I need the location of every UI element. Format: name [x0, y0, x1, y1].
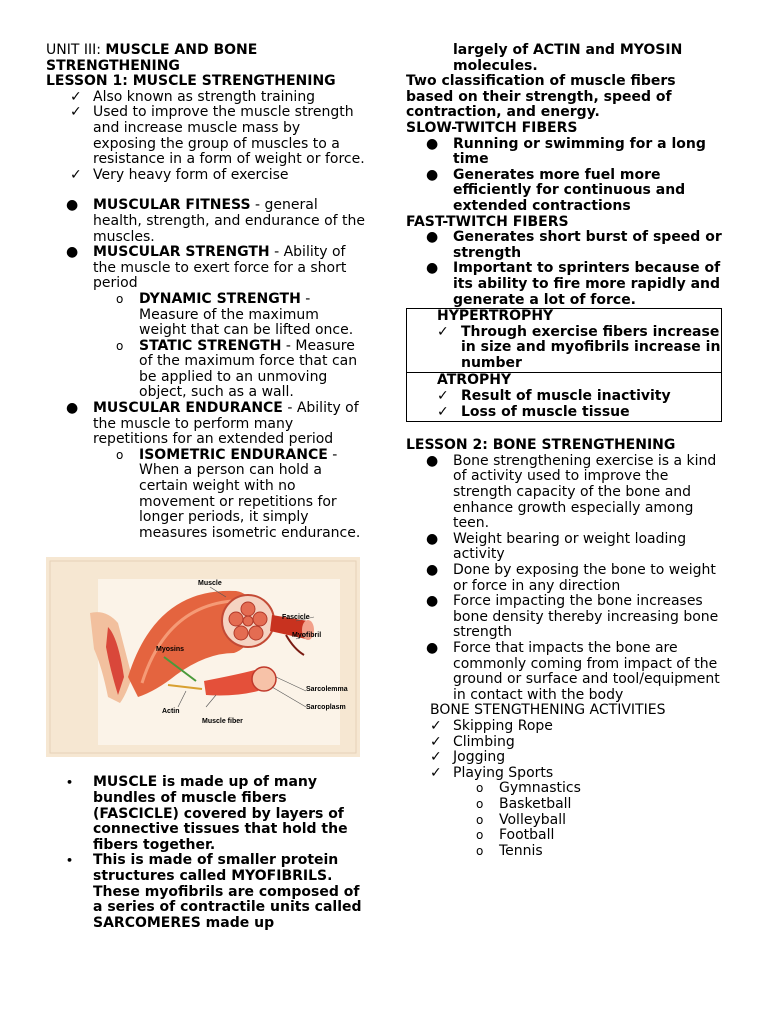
lesson1-heading: LESSON 1: MUSCLE STRENGTHENING — [46, 73, 336, 90]
check-item: ✓ Very heavy form of exercise — [70, 166, 289, 183]
check-icon: ✓ — [430, 749, 442, 766]
circle-bullet-icon: o — [116, 447, 124, 462]
static-strength-item: o STATIC STRENGTH - Measure of the maximum force that can be applied to an unmoving object, such as a wall. — [116, 337, 358, 401]
fast-twitch-heading: FAST-TWITCH FIBERS — [406, 213, 569, 230]
classification-text: Two classification of muscle fibers based on their strength, speed of contraction, and energy. — [406, 73, 676, 121]
check-icon: ✓ — [70, 88, 82, 105]
circle-bullet-icon: o — [476, 796, 484, 811]
muscular-endurance-item: ● MUSCULAR ENDURANCE - Ability of the muscle to perform many repetitions for an extended period — [66, 400, 359, 448]
list-item: ✓ Jogging — [430, 749, 506, 766]
activities-heading: BONE STENGTHENING ACTIVITIES — [430, 702, 666, 719]
bullet-icon: ● — [426, 562, 439, 578]
unit-title: MUSCLE AND BONE STRENGTHENING — [46, 42, 258, 74]
bullet-icon: ● — [426, 639, 439, 656]
list-item: ● Force impacting the bone increases bone density thereby increasing bone strength — [426, 593, 719, 641]
list-item: ● Important to sprinters because of its ability to fire more rapidly and generate a lot of force. — [426, 260, 721, 308]
check-item: ✓ Used to improve the muscle strength and increase muscle mass by exposing the group of muscles to a resistance in a form of weight or force. — [70, 104, 365, 168]
sarcolemma-label: Sarcolemma — [306, 686, 348, 694]
check-item: ✓ Also known as strength training — [70, 88, 316, 105]
check-icon: ✓ — [70, 166, 82, 183]
muscular-fitness-item: ● MUSCULAR FITNESS - general health, strength, and endurance of the muscles. — [66, 197, 366, 245]
hypertrophy-cell: HYPERTROPHY ✓ Through exercise fibers increase in size and myofibrils increase in number — [407, 309, 721, 372]
bullet-icon: ● — [426, 452, 439, 469]
unit-heading — [46, 43, 366, 74]
bullet-icon: ● — [66, 197, 79, 214]
muscle-label: Muscle — [198, 580, 222, 588]
list-item: ● Generates more fuel more efficiently for continuous and extended contractions — [426, 166, 686, 214]
atrophy-heading: ATROPHY — [437, 372, 512, 389]
check-icon: ✓ — [437, 388, 449, 405]
check-icon: ✓ — [437, 323, 449, 340]
muscle-anatomy-figure — [46, 557, 360, 757]
circle-bullet-icon: o — [476, 828, 484, 843]
myosins-label: Myosins — [156, 646, 185, 654]
list-item: ● Done by exposing the bone to weight or force in any direction — [426, 562, 716, 594]
check-icon: ✓ — [430, 764, 442, 781]
check-icon: ✓ — [437, 403, 449, 420]
bullet-icon: ● — [426, 260, 439, 277]
muscle-fiber-label: Muscle fiber — [202, 718, 243, 726]
atrophy-cell: ATROPHY ✓ Result of muscle inactivity ✓ Loss of muscle tissue — [407, 372, 721, 421]
circle-bullet-icon: o — [116, 338, 124, 353]
bullet-icon: ● — [426, 166, 439, 183]
list-item: ● Weight bearing or weight loading activity — [426, 530, 687, 563]
list-item: ✓ Skipping Rope — [430, 717, 553, 734]
unit-prefix: UNIT III: — [46, 42, 106, 58]
sarcoplasm-label: Sarcoplasm — [306, 704, 346, 712]
hypertrophy-atrophy-table — [406, 308, 722, 422]
list-item: ✓ Climbing — [430, 733, 515, 750]
bullet-icon: ● — [426, 135, 439, 152]
list-item: o Gymnastics — [476, 780, 581, 797]
actin-label: Actin — [162, 708, 180, 716]
check-icon: ✓ — [430, 733, 442, 750]
list-item: ● Force that impacts the bone are commonly coming from impact of the ground or surface and tool/equipment in contact with the body — [426, 639, 720, 703]
muscle-bullet: • MUSCLE is made up of many bundles of muscle fibers (FASCICLE) covered by layers of connective tissues that hold the fibers together. — [66, 774, 348, 853]
bullet-icon: ● — [66, 244, 79, 261]
circle-bullet-icon: o — [476, 812, 484, 827]
myofibril-label: Myofibril — [292, 632, 322, 640]
list-item: ● Generates short burst of speed or strength — [426, 229, 722, 261]
lesson2-heading: LESSON 2: BONE STRENGTHENING — [406, 437, 676, 454]
protein-bullet: • This is made of smaller protein structures called MYOFIBRILS. These myofibrils are composed of a series of contractile units called SARCOMERES made up — [66, 852, 362, 931]
bullet-icon: ● — [66, 400, 79, 417]
slow-twitch-heading: SLOW-TWITCH FIBERS — [406, 119, 578, 136]
circle-bullet-icon: o — [476, 843, 484, 858]
hypertrophy-heading: HYPERTROPHY — [437, 308, 554, 325]
list-item: ✓ Playing Sports — [430, 764, 554, 781]
list-item: ● Bone strengthening exercise is a kind of activity used to improve the strength capacity of the bone and enhance growth especially among teen. — [426, 452, 717, 532]
fascicle-label: Fascicle — [282, 614, 310, 622]
list-item: ● Running or swimming for a long time — [426, 135, 706, 168]
bullet-icon: ● — [426, 530, 439, 547]
isometric-endurance-item: o ISOMETRIC ENDURANCE - When a person can hold a certain weight with no movement or repetitions for longer periods, it simply measures isometric endurance. — [116, 446, 361, 541]
bullet-icon: • — [66, 776, 74, 790]
dynamic-strength-item: o DYNAMIC STRENGTH - Measure of the maximum weight that can be lifted once. — [116, 290, 354, 339]
list-item: o Basketball — [476, 795, 572, 812]
check-icon: ✓ — [70, 104, 82, 121]
left-column — [46, 43, 366, 931]
circle-bullet-icon: o — [476, 781, 484, 796]
bullet-icon: ● — [426, 593, 439, 610]
list-item: o Football — [476, 827, 555, 844]
right-column — [406, 43, 724, 859]
list-item: o Tennis — [476, 842, 543, 859]
bullet-icon: ● — [426, 229, 439, 246]
bullet-icon: • — [66, 854, 74, 868]
list-item: o Volleyball — [476, 811, 566, 828]
check-icon: ✓ — [430, 717, 442, 734]
continued-text: largely of ACTIN and MYOSIN molecules. — [453, 42, 683, 74]
muscular-strength-item: ● MUSCULAR STRENGTH - Ability of the muscle to exert force for a short period — [66, 244, 347, 292]
circle-bullet-icon: o — [116, 291, 124, 306]
